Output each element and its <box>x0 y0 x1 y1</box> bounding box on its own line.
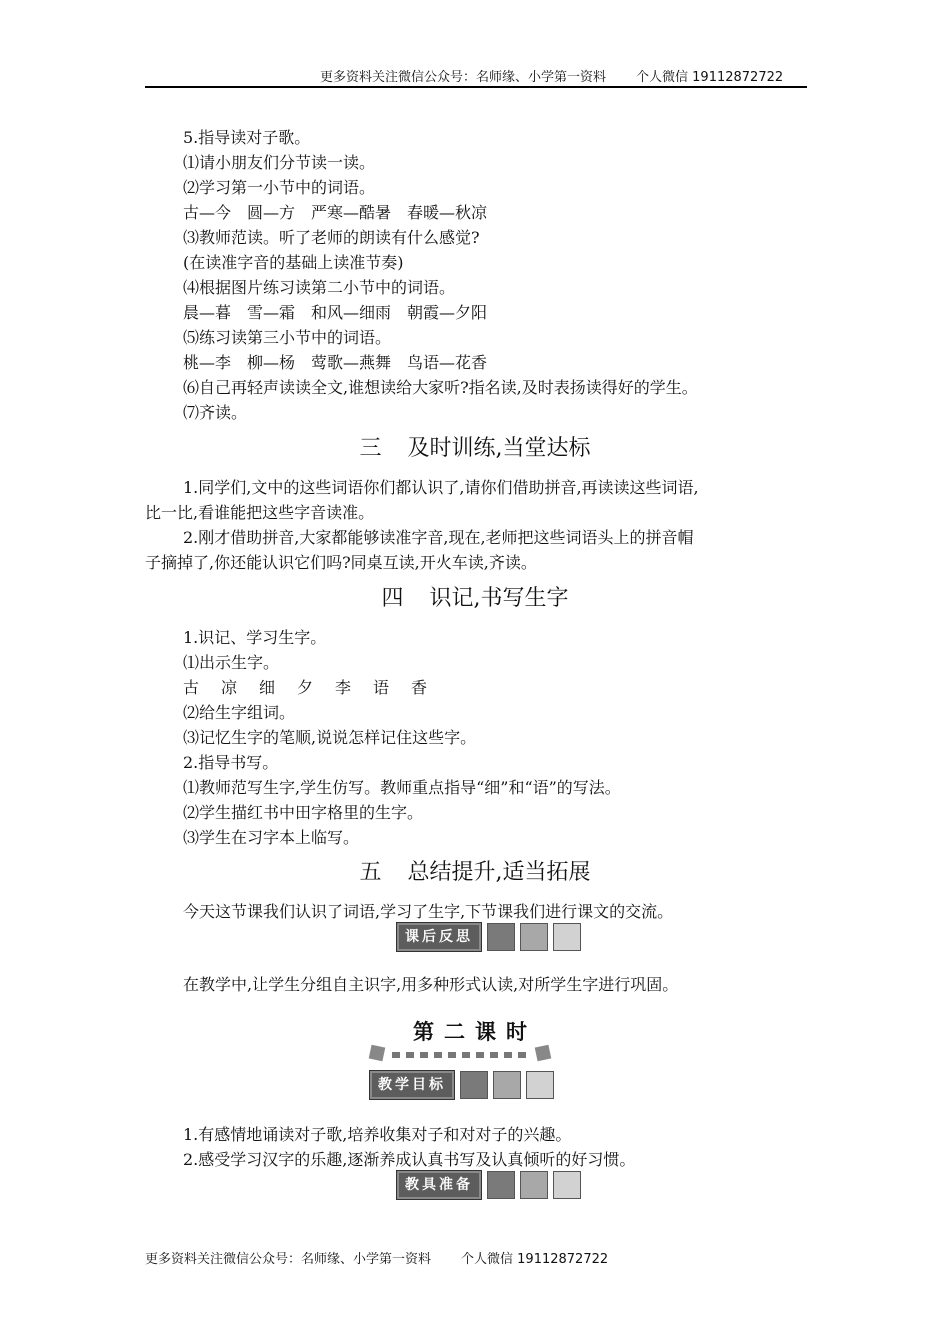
goal-1: 1.有感情地诵读对子歌,培养收集对子和对对子的兴趣。 <box>183 1125 572 1144</box>
banner-square <box>487 1171 515 1199</box>
part5-step2: ⑵学习第一小节中的词语。 <box>183 178 376 197</box>
reflection-label: 课后反思 <box>396 922 482 952</box>
part5-step5: ⑸练习读第三小节中的词语。 <box>183 328 392 347</box>
section4-p1b: ⑵给生字组词。 <box>183 703 296 722</box>
section4-p1c: ⑶记忆生字的笔顺,说说怎样记住这些字。 <box>183 728 477 747</box>
character: 细 <box>259 678 276 697</box>
part5-step3-note: (在读准字音的基础上读准节奏) <box>183 253 404 272</box>
character: 李 <box>335 678 352 697</box>
section3-heading <box>0 434 950 464</box>
part5-title: 5.指导读对子歌。 <box>183 128 311 147</box>
part5-step1: ⑴请小朋友们分节读一读。 <box>183 153 376 172</box>
word-pairs-3: 桃—李 柳—杨 莺歌—燕舞 鸟语—花香 <box>183 353 488 372</box>
footer-wechat: 个人微信 19112872722 <box>461 1252 609 1267</box>
header-wechat: 个人微信 19112872722 <box>636 70 784 85</box>
banner-square <box>553 1171 581 1199</box>
part5-step7: ⑺齐读。 <box>183 403 248 422</box>
character: 香 <box>411 678 428 697</box>
part5-step4: ⑷根据图片练习读第二小节中的词语。 <box>183 278 456 297</box>
character: 夕 <box>297 678 314 697</box>
section4-p1a: ⑴出示生字。 <box>183 653 280 672</box>
part5-step3: ⑶教师范读。听了老师的朗读有什么感觉? <box>183 228 480 247</box>
header-text: 更多资料关注微信公众号：名师缘、小学第一资料 <box>320 70 607 85</box>
part5-step6: ⑹自己再轻声读读全文,谁想读给大家听?指名读,及时表扬读得好的学生。 <box>183 378 698 397</box>
section4-title: 识记,书写生字 <box>429 586 569 611</box>
section4-heading <box>0 584 950 614</box>
word-pairs-1: 古—今 圆—方 严寒—酷暑 春暖—秋凉 <box>183 203 488 222</box>
banner-square <box>493 1071 521 1099</box>
banner-square <box>487 923 515 951</box>
new-characters <box>183 676 449 700</box>
banner-square <box>526 1071 554 1099</box>
banner-square <box>460 1071 488 1099</box>
word-pairs-2: 晨—暮 雪—霜 和风—细雨 朝霞—夕阳 <box>183 303 488 322</box>
reflection-text: 在教学中,让学生分组自主识字,用多种形式认读,对所学生字进行巩固。 <box>183 975 679 994</box>
section3-p2b: 子摘掉了,你还能认识它们吗?同桌互读,开火车读,齐读。 <box>145 553 537 572</box>
goal-2: 2.感受学习汉字的乐趣,逐渐养成认真书写及认真倾听的好习惯。 <box>183 1150 636 1169</box>
section5-heading <box>0 858 950 888</box>
goals-banner <box>369 1070 554 1100</box>
section3-p2a: 2.刚才借助拼音,大家都能够读准字音,现在,老师把这些词语头上的拼音帽 <box>183 528 694 547</box>
goals-label: 教学目标 <box>369 1070 455 1100</box>
tools-banner <box>396 1170 581 1200</box>
tools-label: 教具准备 <box>396 1170 482 1200</box>
header-rule <box>145 86 807 88</box>
section3-number: 三 <box>359 436 382 461</box>
banner-square <box>520 1171 548 1199</box>
banner-square <box>520 923 548 951</box>
section3-p1a: 1.同学们,文中的这些词语你们都认识了,请你们借助拼音,再读读这些词语, <box>183 478 699 497</box>
character: 古 <box>183 678 200 697</box>
character: 凉 <box>221 678 238 697</box>
page-footer <box>145 1248 608 1267</box>
section4-number: 四 <box>381 586 404 611</box>
reflection-banner <box>396 922 581 952</box>
page-header <box>320 66 783 85</box>
section4-p2: 2.指导书写。 <box>183 753 279 772</box>
section4-p2a: ⑴教师范写生字,学生仿写。教师重点指导“细”和“语”的写法。 <box>183 778 621 797</box>
footer-text: 更多资料关注微信公众号：名师缘、小学第一资料 <box>145 1252 432 1267</box>
section4-p1: 1.识记、学习生字。 <box>183 628 327 647</box>
section5-title: 总结提升,适当拓展 <box>407 860 591 885</box>
banner-square <box>553 923 581 951</box>
lesson-title-decoration <box>368 1044 554 1068</box>
section5-number: 五 <box>359 860 382 885</box>
lesson2-title: 第二课时 <box>413 1020 537 1044</box>
section3-p1b: 比一比,看谁能把这些字音读准。 <box>145 503 375 522</box>
section4-p2c: ⑶学生在习字本上临写。 <box>183 828 360 847</box>
section3-title: 及时训练,当堂达标 <box>407 436 591 461</box>
character: 语 <box>373 678 390 697</box>
section4-p2b: ⑵学生描红书中田字格里的生字。 <box>183 803 424 822</box>
section5-p1: 今天这节课我们认识了词语,学习了生字,下节课我们进行课文的交流。 <box>183 902 674 921</box>
